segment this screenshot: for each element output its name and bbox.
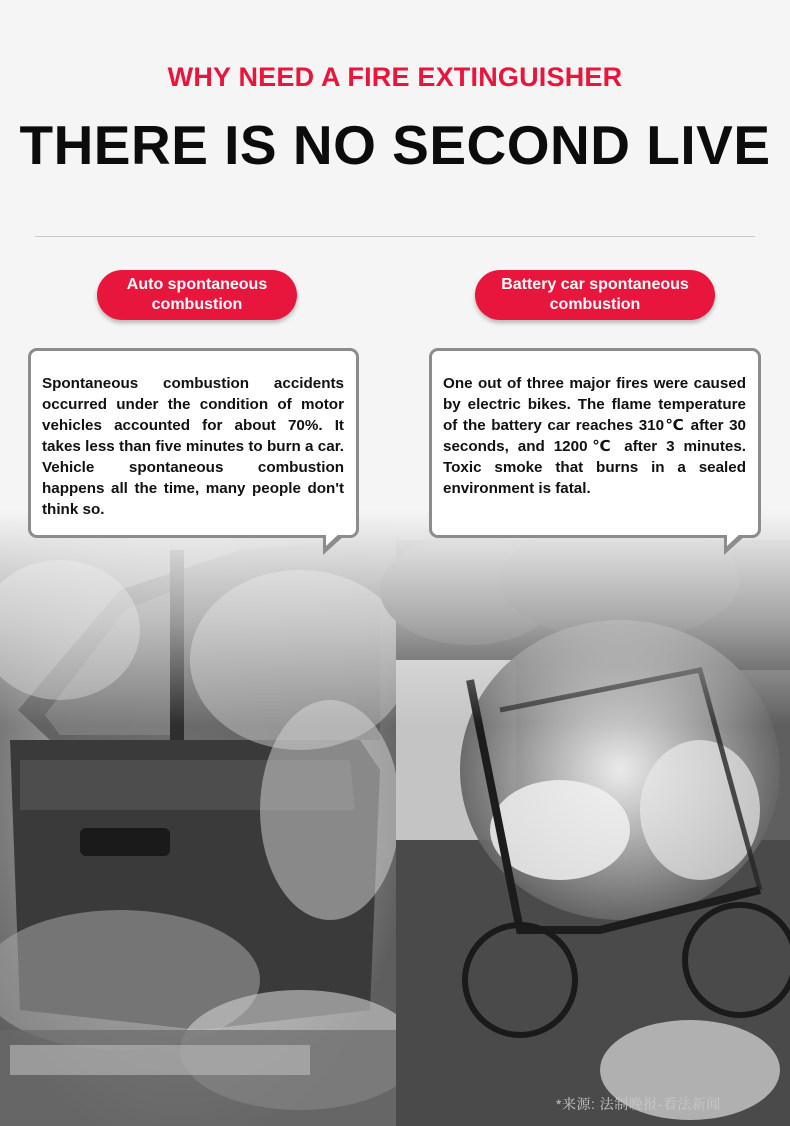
bubble-tail: [724, 535, 746, 555]
bubble-tail: [323, 535, 345, 555]
info-text-auto: Spontaneous combustion accidents occurred under the condition of motor vehicles accounted for about 70%. It takes less than five minutes to burn a car. Vehicle spontaneous combustion happens all the time, many people don't think so.: [42, 375, 344, 518]
page-title: THERE IS NO SECOND LIVE: [19, 114, 771, 176]
label-auto-combustion: [97, 270, 297, 320]
fire-photos: [0, 510, 790, 1126]
info-bubble-auto: [28, 348, 359, 538]
section-subtitle: WHY NEED A FIRE EXTINGUISHER: [167, 62, 623, 92]
label-auto-combustion-text: Auto spontaneous combustion: [126, 276, 268, 313]
divider: [35, 236, 755, 237]
source-caption: *来源: 法制晚报-看法新闻: [556, 1096, 721, 1112]
label-battery-combustion-text: Battery car spontaneous combustion: [501, 276, 689, 313]
info-text-battery: One out of three major fires were caused by electric bikes. The flame temperature of the battery car reaches 310℃ after 30 seconds, and 1200℃ after 3 minutes. Toxic smoke that burns in a sealed environment is fatal.: [443, 375, 746, 497]
label-battery-combustion: [475, 270, 715, 320]
info-bubble-battery: [429, 348, 761, 538]
